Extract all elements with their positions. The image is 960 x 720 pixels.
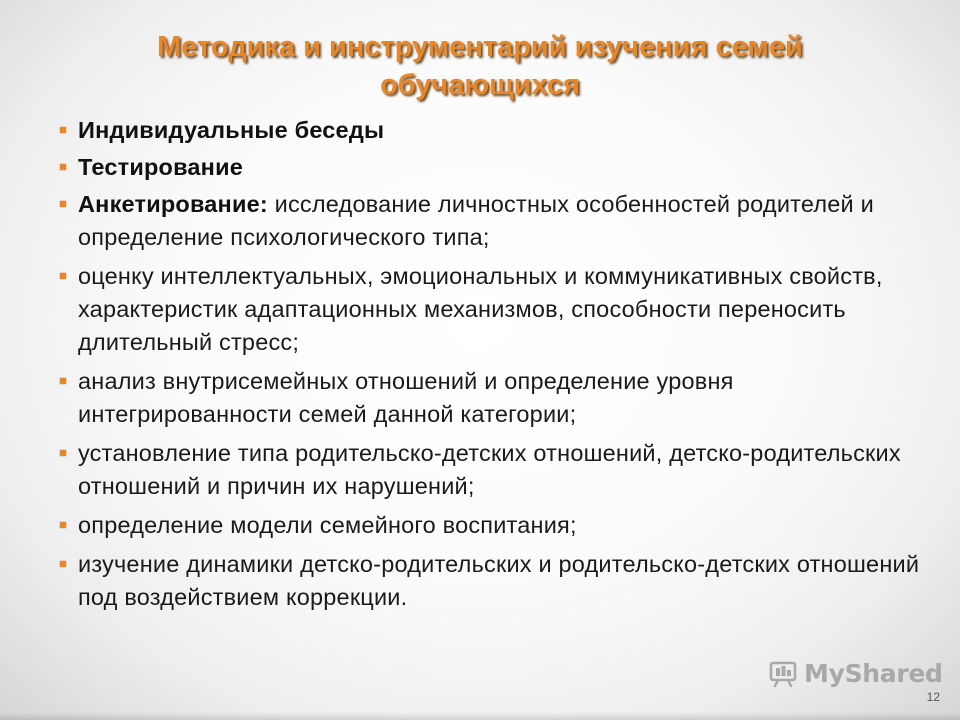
bullet-item	[60, 260, 920, 359]
square-bullet-icon	[60, 164, 66, 170]
bullet-list	[60, 114, 920, 620]
square-bullet-icon	[60, 378, 66, 384]
slide-title	[60, 28, 900, 104]
bullet-bold-text: Анкетирование:	[78, 191, 268, 217]
bullet-text: анализ внутрисемейных отношений и определение уровня интегрированности семей данной категории;	[78, 368, 734, 427]
bullet-item	[60, 365, 920, 431]
bullet-item	[60, 437, 920, 503]
slide-title-line-2: обучающихся	[380, 69, 580, 101]
square-bullet-icon	[60, 127, 66, 133]
myshared-logo-icon	[768, 658, 798, 688]
watermark-text: MyShared	[804, 658, 943, 688]
bullet-item	[60, 188, 920, 254]
bullet-text: оценку интеллектуальных, эмоциональных и коммуникативных свойств, характеристик адаптационных механизмов, способности переносить длительный стресс;	[78, 263, 883, 355]
bullet-text: изучение динамики детско-родительских и родительско-детских отношений под воздействием коррекции.	[78, 551, 920, 610]
bullet-text: исследование личностных особенностей родителей и определение психологического типа;	[78, 191, 874, 250]
bullet-item	[60, 509, 920, 542]
square-bullet-icon	[60, 201, 66, 207]
bullet-bold-text: Тестирование	[78, 154, 243, 180]
square-bullet-icon	[60, 273, 66, 279]
page-number: 12	[926, 690, 940, 704]
square-bullet-icon	[60, 522, 66, 528]
bullet-item	[60, 548, 920, 614]
square-bullet-icon	[60, 450, 66, 456]
bullet-item	[60, 114, 920, 147]
bullet-bold-text: Индивидуальные беседы	[78, 117, 385, 143]
bullet-text: установление типа родительско-детских отношений, детско-родительских отношений и причин их нарушений;	[78, 440, 901, 499]
bullet-item	[60, 151, 920, 184]
square-bullet-icon	[60, 561, 66, 567]
bottom-shadow	[0, 712, 960, 720]
slide-title-line-1: Методика и инструментарий изучения семей	[157, 31, 803, 63]
myshared-watermark[interactable]	[768, 656, 943, 690]
bullet-text: определение модели семейного воспитания;	[78, 512, 577, 538]
